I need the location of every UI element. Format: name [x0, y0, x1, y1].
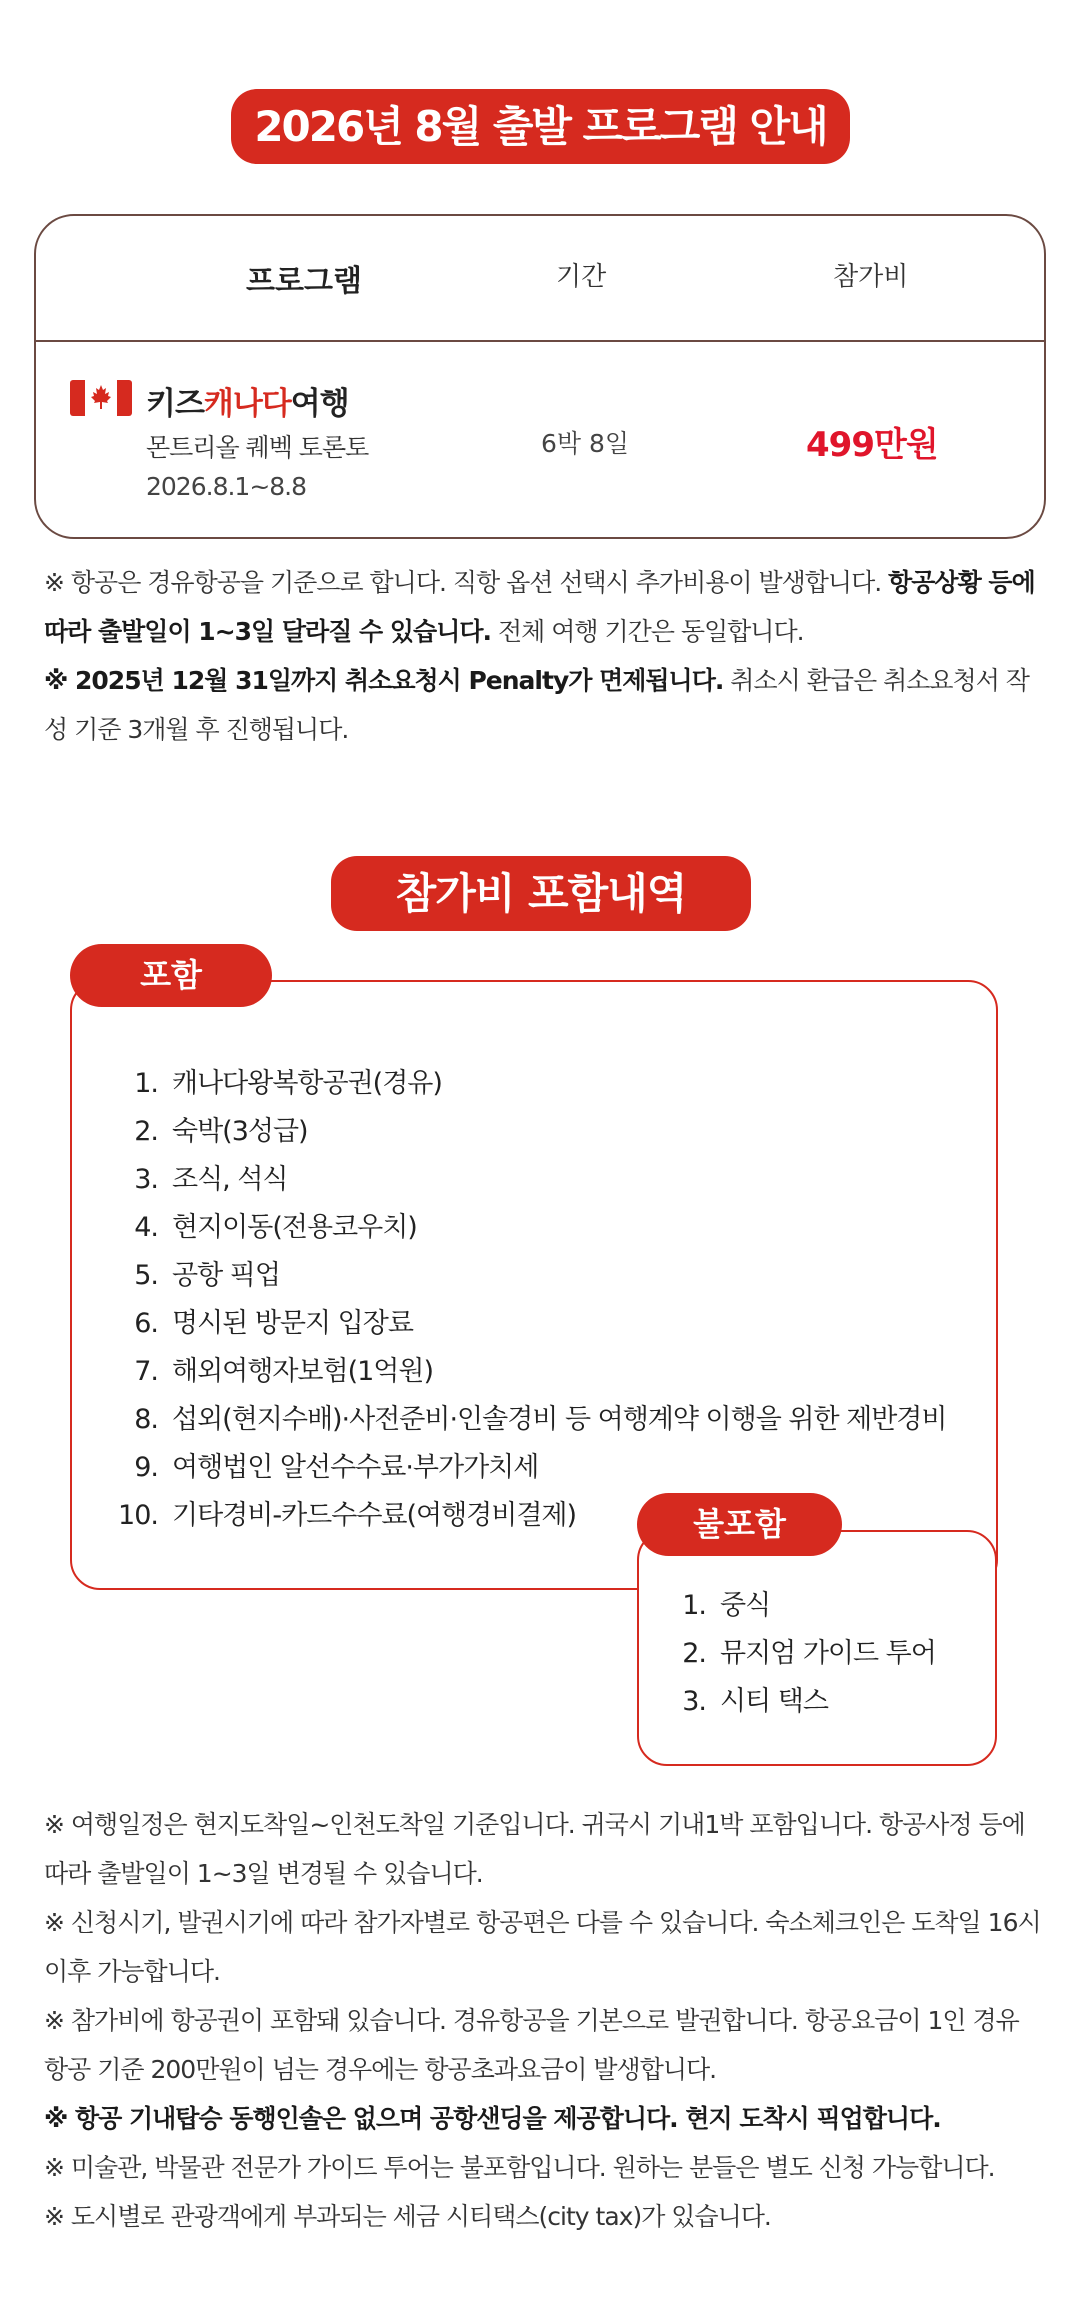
list-item: 10. 기타경비-카드수수료(여행경비결제) [118, 1500, 577, 1531]
list-item: 4. 현지이동(전용코우치) [134, 1212, 417, 1243]
list-item: 2. 숙박(3성급) [134, 1116, 308, 1147]
list-item: 3. 조식, 석식 [134, 1164, 288, 1195]
notes-bottom [44, 1800, 1044, 2241]
header-fee: 참가비 [833, 262, 909, 292]
note-cancel: ※ 2025년 12월 31일까지 취소요청시 Penalty가 면제됩니다. 취소시 환급은 취소요청서 작성 기준 3개월 후 진행됩니다. [44, 666, 1029, 744]
list-item: 2. 뮤지엄 가이드 투어 [682, 1638, 936, 1669]
notes-top [44, 558, 1044, 754]
note-airfare: ※ 참가비에 항공권이 포함돼 있습니다. 경유항공을 기본으로 발권합니다. 항공요금이 1인 경유 항공 기준 200만원이 넘는 경우에는 항공초과요금이 발생합니다. [44, 2006, 1019, 2084]
header-period: 기간 [556, 262, 607, 292]
include-list [112, 1060, 946, 1540]
list-item: 6. 명시된 방문지 입장료 [134, 1308, 413, 1339]
note-itinerary: ※ 여행일정은 현지도착일~인천도착일 기준입니다. 귀국시 기내1박 포함입니다. 항공사정 등에 따라 출발일이 1~3일 변경될 수 있습니다. [44, 1810, 1025, 1888]
list-item: 1. 캐나다왕복항공권(경유) [134, 1068, 442, 1099]
note-escort: ※ 항공 기내탑승 동행인솔은 없으며 공항샌딩을 제공합니다. 현지 도착시 픽업합니다. [44, 2104, 941, 2133]
program-dates: 2026.8.1~8.8 [146, 472, 307, 501]
list-item: 9. 여행법인 알선수수료·부가가치세 [134, 1452, 539, 1483]
header-program: 프로그램 [246, 264, 362, 299]
exclude-list [670, 1582, 936, 1726]
note-checkin: ※ 신청시기, 발권시기에 따라 참가자별로 항공편은 다를 수 있습니다. 숙소체크인은 도착일 16시 이후 가능합니다. [44, 1908, 1041, 1986]
page-title: 2026년 8월 출발 프로그램 안내 [231, 89, 850, 164]
canada-flag-icon [70, 380, 132, 416]
program-name: 키즈캐나다여행 [146, 386, 349, 422]
note-flight: ※ 항공은 경유항공을 기준으로 합니다. 직항 옵션 선택시 추가비용이 발생합니다. 항공상황 등에 따라 출발일이 1~3일 달라질 수 있습니다. 전체 여행 기간은 동일합니다. [44, 568, 1035, 646]
exclude-label: 불포함 [637, 1493, 842, 1556]
include-label: 포함 [70, 944, 272, 1007]
note-city-tax: ※ 도시별로 관광객에게 부과되는 세금 시티택스(city tax)가 있습니다. [44, 2202, 771, 2231]
program-cities: 몬트리올 퀘벡 토론토 [146, 433, 369, 462]
table-divider [36, 340, 1044, 342]
list-item: 5. 공항 픽업 [134, 1260, 280, 1291]
list-item: 1. 중식 [682, 1590, 771, 1621]
list-item: 3. 시티 택스 [682, 1686, 828, 1717]
list-item: 8. 섭외(현지수배)·사전준비·인솔경비 등 여행계약 이행을 위한 제반경비 [134, 1404, 947, 1435]
list-item: 7. 해외여행자보험(1억원) [134, 1356, 433, 1387]
inclusions-title: 참가비 포함내역 [331, 856, 751, 931]
program-period: 6박 8일 [541, 429, 630, 458]
program-table [34, 214, 1046, 539]
program-fee: 499만원 [806, 425, 938, 465]
note-guide-tour: ※ 미술관, 박물관 전문가 가이드 투어는 불포함입니다. 원하는 분들은 별도 신청 가능합니다. [44, 2153, 995, 2182]
